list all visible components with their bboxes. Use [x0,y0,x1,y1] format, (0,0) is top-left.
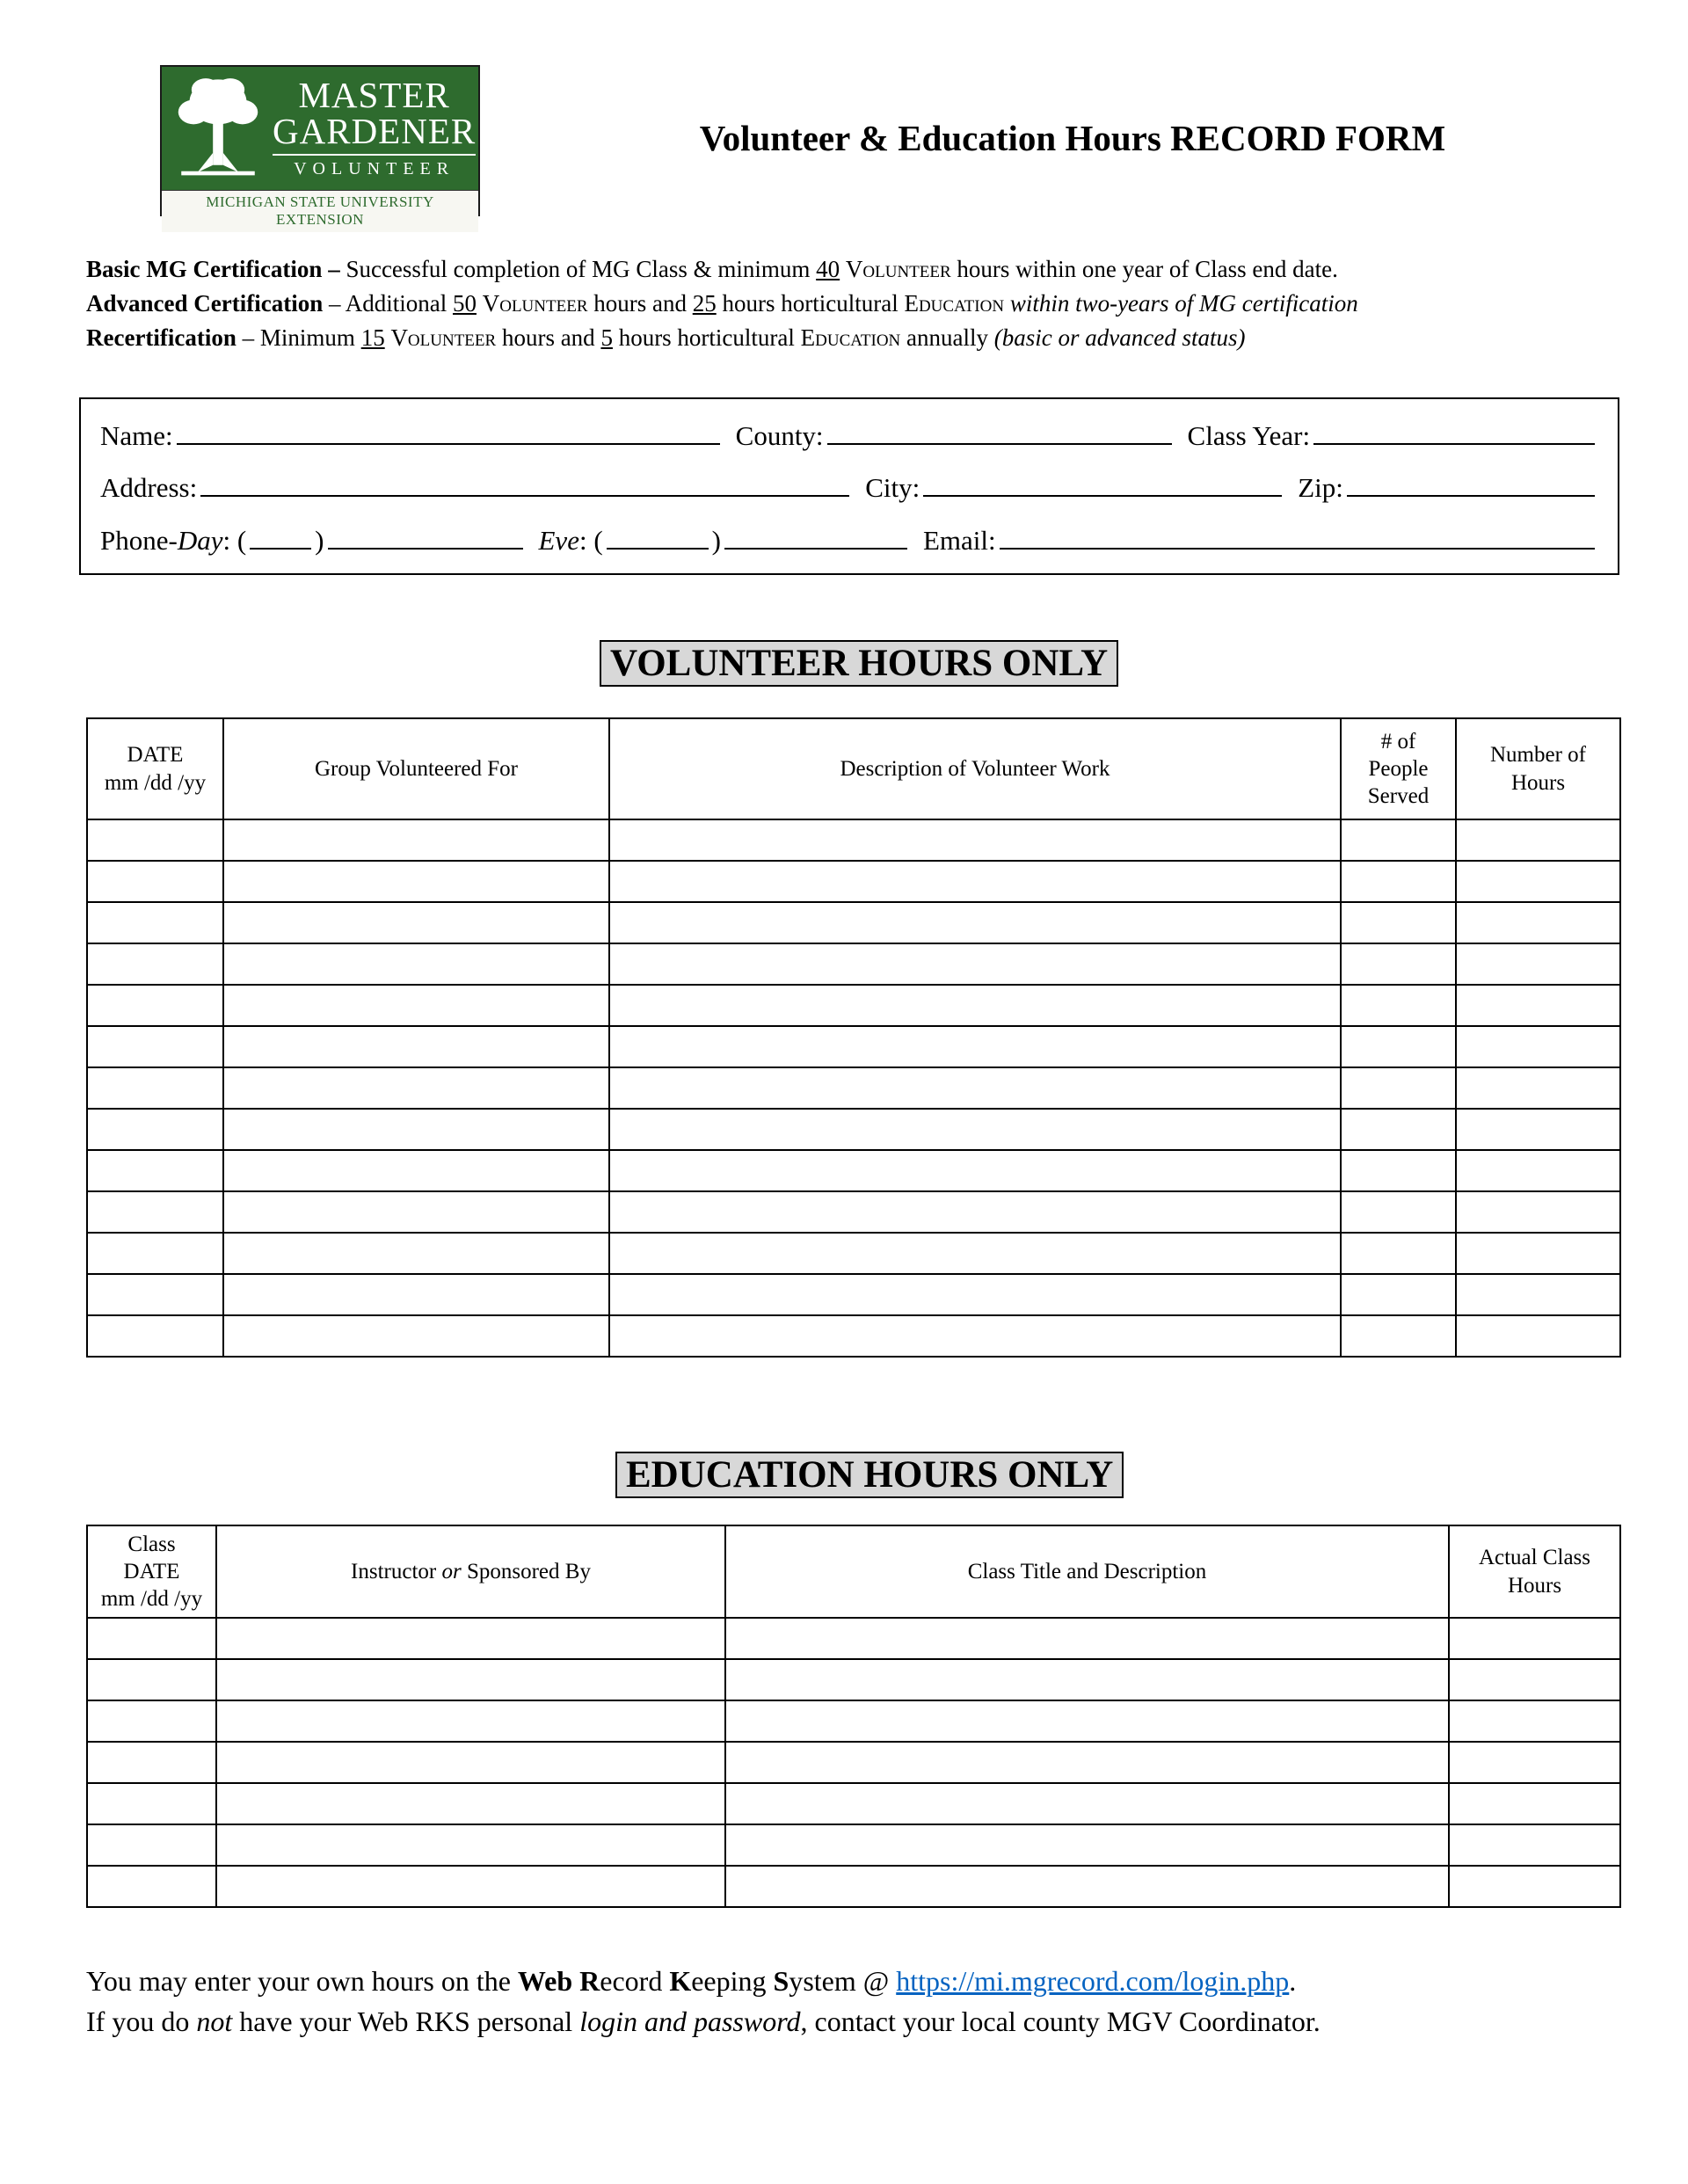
advanced-cert-text3: hours horticultural [716,290,905,317]
empty-cell [87,1618,216,1659]
empty-cell [216,1866,725,1907]
volunteer-smallcaps: Volunteer [482,290,588,317]
empty-table-row [87,1233,1620,1274]
volunteer-col-group: Group Volunteered For [223,718,609,819]
address-blank [200,469,849,498]
phone-prefix: Phone- [100,524,178,556]
oak-tree-icon [167,70,269,186]
empty-cell [1456,1026,1620,1067]
basic-cert-label: Basic MG Certification [86,256,323,282]
empty-cell [87,861,223,902]
open-paren: : ( [578,524,603,556]
county-label: County: [735,419,824,451]
empty-cell [1456,1191,1620,1233]
empty-cell [1456,819,1620,861]
footer-text: ecord [600,1965,670,1997]
empty-cell [216,1618,725,1659]
empty-table-row [87,819,1620,861]
empty-cell [216,1742,725,1783]
phone-eve-number-blank [724,521,907,550]
advanced-education-number: 25 [692,290,717,317]
empty-cell [223,902,609,943]
empty-table-row [87,1067,1620,1109]
zip-blank [1347,469,1595,498]
people-header-line: People [1368,756,1429,781]
empty-cell [87,1866,216,1907]
date-format-line: mm /dd /yy [104,770,207,795]
empty-cell [216,1783,725,1824]
hours-header-line: Hours [1510,770,1566,795]
empty-cell [1449,1866,1620,1907]
hours-header-line: Number of [1490,743,1586,768]
empty-cell [1456,1274,1620,1315]
empty-table-row [87,985,1620,1026]
empty-cell [1449,1783,1620,1824]
empty-cell [1341,1026,1456,1067]
empty-cell [87,1742,216,1783]
empty-cell [223,1026,609,1067]
phone-day-number-blank [328,521,523,550]
empty-cell [725,1783,1449,1824]
empty-cell [87,1150,223,1191]
logo-university-strip: MICHIGAN STATE UNIVERSITY EXTENSION [162,190,478,232]
date-format-line: mm /dd /yy [100,1587,203,1612]
eve-label [539,525,603,557]
education-smallcaps: Education [904,290,1005,317]
separator-dash: – [236,324,260,351]
education-smallcaps: Education [800,324,901,351]
empty-cell [1449,1742,1620,1783]
empty-cell [87,1026,223,1067]
empty-cell [609,1150,1341,1191]
logo-wordmark [273,77,476,179]
empty-table-row [87,1618,1620,1659]
empty-cell [1341,902,1456,943]
zip-label: Zip: [1298,472,1343,504]
name-blank [177,416,720,445]
footer-text: have your Web RKS personal [232,2006,580,2037]
or-italic: or [441,1559,462,1583]
empty-cell [725,1866,1449,1907]
empty-cell [1456,1315,1620,1357]
contact-row-name [100,416,1598,452]
name-label: Name: [100,419,173,451]
footer-note [86,1961,1651,2042]
empty-cell [609,943,1341,985]
empty-cell [1449,1824,1620,1866]
footer-period: . [1289,1965,1297,1997]
empty-cell [725,1742,1449,1783]
footer-text: You may enter your own hours on the [86,1965,518,1997]
address-label: Address: [100,472,198,504]
empty-cell [87,1659,216,1700]
eve-text: Eve [538,524,579,556]
empty-table-row [87,902,1620,943]
date-header-line: DATE [123,1559,180,1583]
empty-cell [609,1026,1341,1067]
advanced-cert-label: Advanced Certification [86,290,324,317]
space [840,256,846,282]
education-col-instructor [216,1525,725,1618]
empty-cell [609,902,1341,943]
recertification-line [86,321,1651,355]
empty-cell [1456,985,1620,1026]
empty-cell [87,1191,223,1233]
day-label: Day [177,524,223,556]
empty-cell [216,1824,725,1866]
volunteer-table-body [87,819,1620,1357]
education-col-hours [1449,1525,1620,1618]
certification-requirements [86,252,1651,355]
recert-text4: annually [900,324,994,351]
empty-cell [1341,1109,1456,1150]
class-year-label: Class Year: [1187,419,1311,451]
empty-table-row [87,1659,1620,1700]
advanced-certification-line [86,287,1651,321]
phone-day-area-blank [250,521,311,550]
volunteer-col-people-served [1341,718,1456,819]
volunteer-col-hours [1456,718,1620,819]
empty-cell [87,1109,223,1150]
footer-text: @ [855,1965,897,1997]
empty-cell [609,1191,1341,1233]
empty-table-row [87,1026,1620,1067]
empty-cell [87,943,223,985]
empty-table-row [87,943,1620,985]
footer-line-web-rks [86,1961,1651,2001]
empty-cell [1341,1191,1456,1233]
education-table-header-row [87,1525,1620,1618]
empty-table-row [87,1274,1620,1315]
empty-cell [87,985,223,1026]
recert-text: Minimum [259,324,361,351]
empty-cell [1341,819,1456,861]
empty-cell [1341,1274,1456,1315]
empty-cell [1341,1315,1456,1357]
county-blank [827,416,1172,445]
volunteer-smallcaps: Volunteer [390,324,497,351]
space [477,290,483,317]
empty-cell [1456,902,1620,943]
empty-cell [1449,1659,1620,1700]
close-paren: ) [315,524,324,556]
footer-text: If you do [86,2006,197,2037]
recert-text3: hours horticultural [612,324,801,351]
volunteer-table-header-row [87,718,1620,819]
basic-hours-number: 40 [816,256,840,282]
recert-education-number: 5 [600,324,613,351]
people-header-line: Served [1367,784,1430,809]
empty-cell [223,861,609,902]
empty-cell [87,1233,223,1274]
education-col-date [87,1525,216,1618]
contact-row-address [100,469,1598,505]
empty-table-row [87,1783,1620,1824]
empty-table-row [87,1109,1620,1150]
empty-cell [87,1067,223,1109]
contact-row-phone [100,521,1598,557]
recert-status-italic: (basic or advanced status) [993,324,1246,351]
volunteer-col-description: Description of Volunteer Work [609,718,1341,819]
login-password-italic: login and password [579,2006,801,2037]
empty-cell [1341,943,1456,985]
phone-label [100,525,246,557]
empty-table-row [87,1315,1620,1357]
msu-extension-logo [160,65,480,228]
empty-cell [1341,1067,1456,1109]
advanced-cert-text2: hours and [587,290,693,317]
empty-cell [1456,943,1620,985]
empty-table-row [87,1824,1620,1866]
recert-label: Recertification [86,324,236,351]
empty-cell [87,1274,223,1315]
not-italic: not [196,2006,233,2037]
city-label: City: [865,472,920,504]
date-header-line: DATE [127,743,184,768]
empty-cell [223,1233,609,1274]
education-hours-banner: EDUCATION HOURS ONLY [615,1452,1124,1498]
empty-cell [609,1274,1341,1315]
k-bold: K [669,1965,692,1997]
empty-cell [223,1067,609,1109]
empty-cell [609,1233,1341,1274]
empty-cell [223,1274,609,1315]
education-table-body [87,1618,1620,1907]
empty-cell [223,985,609,1026]
empty-table-row [87,1700,1620,1742]
empty-cell [1341,861,1456,902]
empty-table-row [87,1191,1620,1233]
empty-cell [609,1067,1341,1109]
actual-class-line: Actual Class [1478,1546,1591,1570]
empty-table-row [87,1866,1620,1907]
instructor-text: Instructor [351,1559,442,1583]
city-blank [923,469,1282,498]
sponsored-text: Sponsored By [461,1559,591,1583]
web-r-bold: Web R [517,1965,600,1997]
footer-line-coordinator [86,2001,1651,2042]
close-paren: ) [711,524,721,556]
footer-text: eeping [691,1965,774,1997]
empty-cell [223,1109,609,1150]
email-label: Email: [922,524,996,556]
logo-word-gardener: GARDENER [273,111,477,151]
empty-cell [223,1191,609,1233]
empty-cell [223,819,609,861]
footer-text: ystem [789,1965,856,1997]
empty-cell [216,1659,725,1700]
recert-text2: hours and [496,324,601,351]
empty-cell [87,819,223,861]
s-bold: S [773,1965,789,1997]
empty-cell [725,1824,1449,1866]
empty-cell [223,1150,609,1191]
empty-table-row [87,861,1620,902]
empty-cell [87,1700,216,1742]
class-year-blank [1313,416,1595,445]
empty-cell [1449,1700,1620,1742]
recert-volunteer-number: 15 [360,324,385,351]
education-col-title: Class Title and Description [725,1525,1449,1618]
rks-login-link[interactable]: https://mi.mgrecord.com/login.php [896,1965,1290,1997]
logo-green-panel [162,67,478,190]
people-header-line: # of [1380,729,1416,753]
empty-cell [1456,1233,1620,1274]
empty-cell [725,1659,1449,1700]
footer-text: , contact your local county MGV Coordinator. [800,2006,1321,2037]
empty-cell [609,861,1341,902]
empty-cell [87,1824,216,1866]
empty-cell [223,943,609,985]
empty-cell [87,902,223,943]
advanced-cert-italic: within two-years of MG certification [1004,290,1358,317]
phone-eve-area-blank [607,521,709,550]
advanced-volunteer-number: 50 [452,290,477,317]
empty-cell [1456,1150,1620,1191]
basic-cert-text: Successful completion of MG Class & minimum [346,256,817,282]
empty-cell [1341,1150,1456,1191]
class-header-line: Class [127,1532,176,1556]
empty-cell [216,1700,725,1742]
advanced-cert-text: Additional [345,290,453,317]
empty-cell [609,1109,1341,1150]
education-hours-table [86,1525,1621,1908]
empty-table-row [87,1742,1620,1783]
empty-cell [1341,1233,1456,1274]
logo-word-volunteer: VOLUNTEER [273,154,476,179]
empty-table-row [87,1150,1620,1191]
volunteer-col-date [87,718,223,819]
empty-cell [87,1315,223,1357]
basic-cert-text-end: hours within one year of Class end date. [950,256,1338,282]
email-blank [1000,521,1595,550]
empty-cell [725,1618,1449,1659]
empty-cell [1456,861,1620,902]
empty-cell [1456,1109,1620,1150]
form-title: Volunteer & Education Hours RECORD FORM [699,118,1446,158]
separator-dash: – [322,256,346,282]
empty-cell [609,985,1341,1026]
empty-cell [1341,985,1456,1026]
empty-cell [609,819,1341,861]
empty-cell [223,1315,609,1357]
volunteer-hours-table [86,717,1621,1358]
basic-certification-line [86,252,1651,287]
empty-cell [725,1700,1449,1742]
logo-word-master: MASTER [298,75,450,115]
empty-cell [609,1315,1341,1357]
volunteer-smallcaps: Volunteer [845,256,951,282]
contact-info-box [79,397,1619,575]
separator-dash: – [323,290,346,317]
empty-cell [1456,1067,1620,1109]
empty-cell [87,1783,216,1824]
empty-cell [1449,1618,1620,1659]
volunteer-hours-banner: VOLUNTEER HOURS ONLY [600,640,1118,687]
hours-line: Hours [1507,1573,1562,1598]
open-paren: : ( [222,524,247,556]
